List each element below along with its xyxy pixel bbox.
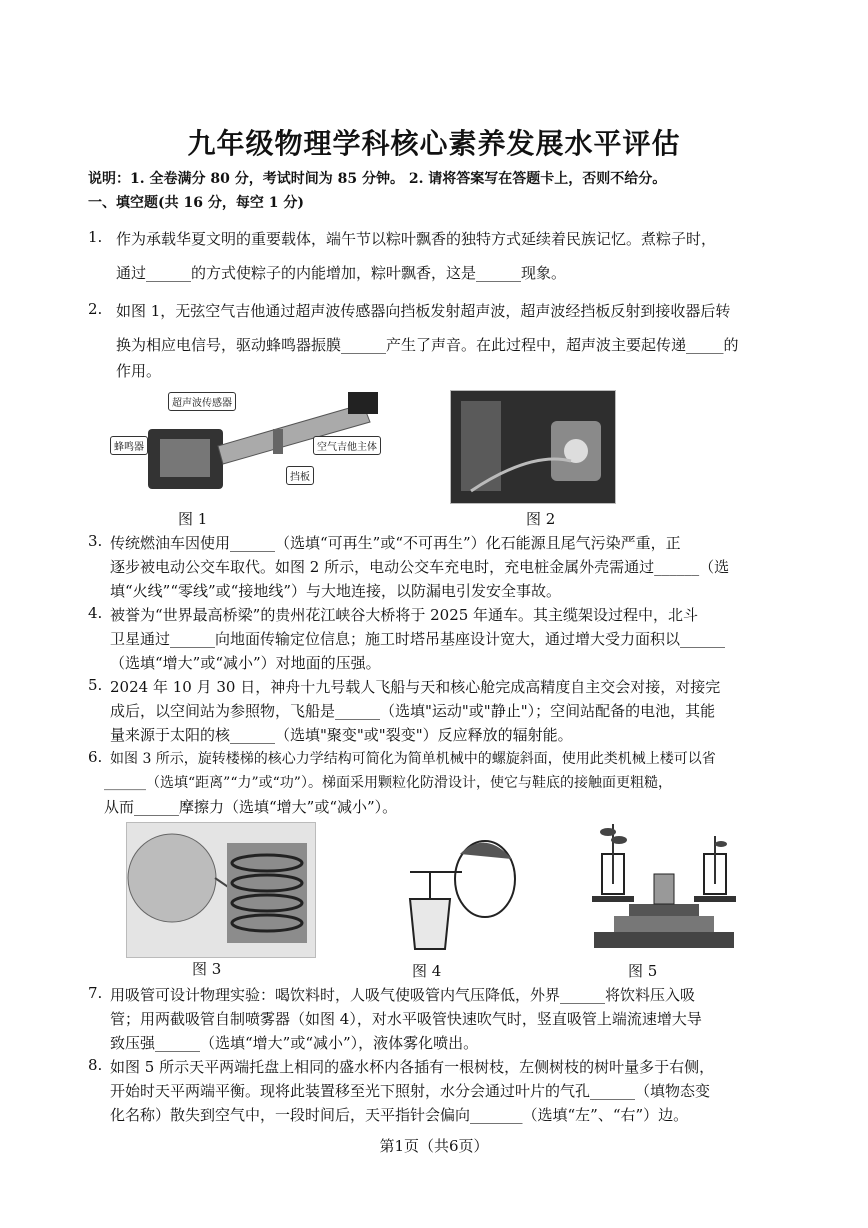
buzzer-label: 蜂鸣器 xyxy=(110,436,148,455)
figure-2-caption: 图 2 xyxy=(526,510,556,528)
question-text: 用吸管可设计物理实验：喝饮料时，人吸气使吸管内气压降低，外界______将饮料压入吸 xyxy=(110,986,696,1004)
balance-image xyxy=(584,814,744,958)
question-text: 填“火线”“零线”或“接地线”）与大地连接，以防漏电引发安全事故。 xyxy=(110,582,562,600)
figure-3-caption: 图 3 xyxy=(192,960,222,978)
question-text: ______（选填“距离”“力”或“功”）。梯面采用颗粒化防滑设计，使它与鞋底的接触面更粗糙， xyxy=(104,775,672,791)
figure-4-caption: 图 4 xyxy=(412,962,442,980)
page-footer: 第1页（共6页） xyxy=(379,1137,489,1155)
question-text: 如图 3 所示，旋转楼梯的核心力学结构可简化为简单机械中的螺旋斜面，使用此类机械上楼可以省 xyxy=(110,751,716,767)
board-label: 挡板 xyxy=(286,466,314,485)
figure-5 xyxy=(584,814,744,958)
figure-1-caption: 图 1 xyxy=(178,510,208,528)
question-number: 8. xyxy=(88,1056,103,1074)
figure-1 xyxy=(108,384,398,504)
figure-2 xyxy=(450,390,616,504)
question-text: 逐步被电动公交车取代。如图 2 所示，电动公交车充电时，充电桩金属外壳需通过______（选 xyxy=(110,558,730,576)
question-number: 1. xyxy=(88,228,103,246)
question-text: 如图 1，无弦空气吉他通过超声波传感器向挡板发射超声波，超声波经挡板反射到接收器后转 xyxy=(116,302,731,320)
question-text: 化名称）散失到空气中，一段时间后，天平指针会偏向_______（选填“左”、“右”）边。 xyxy=(110,1106,689,1124)
sensor-label: 超声波传感器 xyxy=(168,392,236,411)
question-text: 如图 5 所示天平两端托盘上相同的盛水杯内各插有一根树枝，左侧树枝的树叶量多于右侧， xyxy=(110,1058,715,1076)
charging-pile-image xyxy=(451,391,615,503)
question-text: （选填“增大”或“减小”）对地面的压强。 xyxy=(110,654,381,672)
question-text: 被誉为“世界最高桥梁”的贵州花江峡谷大桥将于 2025 年通车。其主缆架设过程中，北斗 xyxy=(110,606,699,624)
question-text: 管；用两截吸管自制喷雾器（如图 4），对水平吸管快速吹气时，竖直吸管上端流速增大导 xyxy=(110,1010,702,1028)
question-number: 5. xyxy=(88,676,103,694)
question-text: 换为相应电信号，驱动蜂鸣器振膜______产生了声音。在此过程中，超声波主要起传递_____的 xyxy=(116,336,739,354)
page-title: 九年级物理学科核心素养发展水平评估 xyxy=(187,127,681,160)
question-text: 卫星通过______向地面传输定位信息；施工时塔吊基座设计宽大，通过增大受力面积以______ xyxy=(110,630,726,648)
question-text: 2024 年 10 月 30 日，神舟十九号载人飞船与天和核心舱完成高精度自主交会对接，对接完 xyxy=(110,678,721,696)
question-text: 量来源于太阳的核______（选填"聚变"或"裂变"）反应释放的辐射能。 xyxy=(110,726,573,744)
figure-5-caption: 图 5 xyxy=(628,962,658,980)
guitar-body-label: 空气吉他主体 xyxy=(313,436,381,455)
figure-4 xyxy=(400,824,520,954)
question-number: 7. xyxy=(88,984,103,1002)
spiral-stair-image xyxy=(127,823,315,957)
straw-experiment-image xyxy=(400,824,520,954)
exam-instructions: 说明：1. 全卷满分 80 分，考试时间为 85 分钟。 2. 请将答案写在答题卡上，否则不给分。 xyxy=(88,171,667,187)
question-text: 从而______摩擦力（选填“增大”或“减小”）。 xyxy=(104,798,398,816)
question-text: 致压强______（选填“增大”或“减小”），液体雾化喷出。 xyxy=(110,1034,479,1052)
question-number: 4. xyxy=(88,604,103,622)
question-text: 传统燃油车因使用______（选填“可再生”或“不可再生”）化石能源且尾气污染严重，正 xyxy=(110,534,681,552)
question-number: 3. xyxy=(88,532,103,550)
question-text: 通过______的方式使粽子的内能增加，粽叶飘香，这是______现象。 xyxy=(116,264,567,282)
question-text: 作用。 xyxy=(116,362,162,380)
section-heading: 一、填空题(共 16 分，每空 1 分) xyxy=(88,195,304,211)
question-text: 成后，以空间站为参照物，飞船是______（选填"运动"或"静止"）；空间站配备的电池，其能 xyxy=(110,702,716,720)
figure-3 xyxy=(126,822,316,958)
question-text: 作为承载华夏文明的重要载体，端午节以粽叶飘香的独特方式延续着民族记忆。煮粽子时， xyxy=(116,230,717,248)
question-number: 2. xyxy=(88,300,103,318)
question-number: 6. xyxy=(88,748,103,766)
question-text: 开始时天平两端平衡。现将此装置移至光下照射，水分会通过叶片的气孔______（填物态变 xyxy=(110,1082,711,1100)
